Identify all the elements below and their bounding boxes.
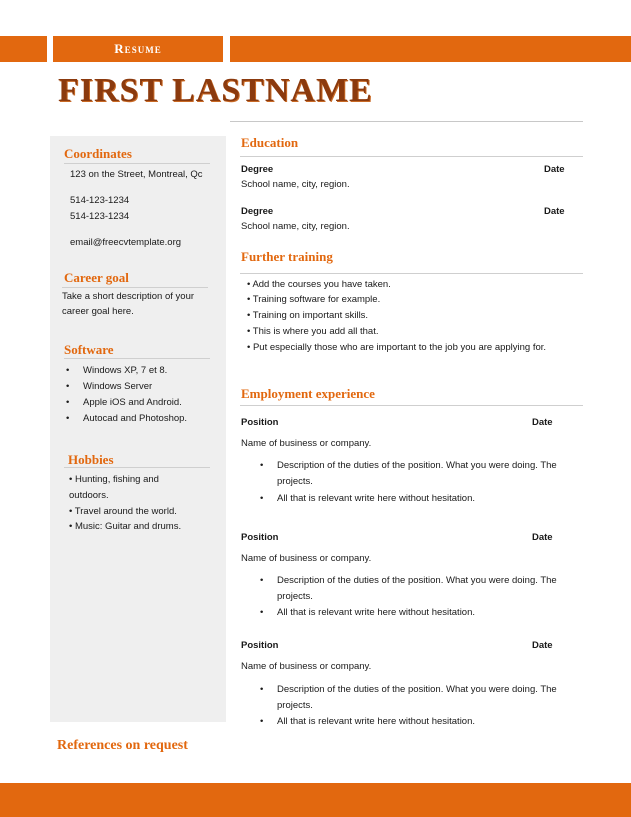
- footer-bar: [0, 783, 631, 817]
- software-item: • Apple iOS and Android.: [66, 397, 182, 408]
- coordinates-divider: [64, 163, 210, 164]
- bullet-icon: •: [260, 460, 264, 471]
- training-item: • Training on important skills.: [247, 310, 369, 321]
- hobbies-divider: [64, 467, 210, 468]
- duty-text-continued: projects.: [277, 476, 313, 487]
- resume-tag: Resume: [114, 41, 162, 56]
- hobby-item: • Music: Guitar and drums.: [69, 521, 182, 532]
- business-text: Name of business or company.: [241, 661, 372, 672]
- duty-text: Description of the duties of the position. What you were doing. The: [277, 460, 557, 471]
- candidate-name: FIRST LASTNAME: [58, 72, 373, 109]
- bullet-icon: •: [66, 413, 70, 424]
- hobby-item: • Hunting, fishing and: [69, 474, 159, 485]
- training-item: • This is where you add all that.: [247, 326, 379, 337]
- training-item: • Training software for example.: [247, 294, 381, 305]
- bullet-icon: •: [260, 575, 264, 586]
- degree-label: Degree: [241, 206, 274, 217]
- training-item: • Put especially those who are important to the job you are applying for.: [247, 342, 547, 353]
- bullet-icon: •: [66, 365, 70, 376]
- phone-text: 514-123-1234: [70, 195, 130, 206]
- career-goal-line2: career goal here.: [62, 306, 134, 317]
- address-text: 123 on the Street, Montreal, Qc: [70, 169, 203, 180]
- email-text: email@freecvtemplate.org: [70, 237, 182, 248]
- training-divider: [240, 273, 583, 274]
- degree-date: Date: [544, 164, 565, 175]
- position-date: Date: [532, 417, 553, 428]
- software-item: • Autocad and Photoshop.: [66, 413, 188, 424]
- business-text: Name of business or company.: [241, 553, 372, 564]
- business-text: Name of business or company.: [241, 438, 372, 449]
- school-text: School name, city, region.: [241, 221, 350, 232]
- career-goal-line1: Take a short description of your: [62, 291, 195, 302]
- bullet-icon: •: [260, 684, 264, 695]
- software-item: • Windows XP, 7 et 8.: [66, 365, 168, 376]
- employment-title: Employment experience: [241, 386, 375, 401]
- duty-text-continued: projects.: [277, 700, 313, 711]
- position-date: Date: [532, 640, 553, 651]
- hobby-item: • Travel around the world.: [69, 506, 177, 517]
- position-label: Position: [241, 417, 279, 428]
- degree-label: Degree: [241, 164, 274, 175]
- career-goal-divider: [62, 287, 208, 288]
- software-divider: [64, 358, 210, 359]
- bullet-icon: •: [66, 381, 70, 392]
- position-date: Date: [532, 532, 553, 543]
- education-title: Education: [241, 135, 299, 150]
- education-divider: [240, 156, 583, 157]
- hobby-item-continued: outdoors.: [69, 490, 109, 501]
- duty-text-continued: projects.: [277, 591, 313, 602]
- career-goal-title: Career goal: [64, 270, 129, 285]
- school-text: School name, city, region.: [241, 179, 350, 190]
- duty-text: Description of the duties of the position. What you were doing. The: [277, 575, 557, 586]
- hobbies-title: Hobbies: [68, 452, 114, 467]
- bullet-icon: •: [260, 607, 264, 618]
- training-title: Further training: [241, 249, 333, 264]
- position-label: Position: [241, 640, 279, 651]
- position-label: Position: [241, 532, 279, 543]
- references-note: References on request: [57, 738, 188, 753]
- degree-date: Date: [544, 206, 565, 217]
- software-item: • Windows Server: [66, 381, 153, 392]
- bullet-icon: •: [66, 397, 70, 408]
- training-item: • Add the courses you have taken.: [247, 279, 391, 290]
- duty-text: Description of the duties of the position. What you were doing. The: [277, 684, 557, 695]
- header-bar-resume: [53, 36, 223, 62]
- duty-text: All that is relevant write here without hesitation.: [277, 716, 476, 727]
- duty-text: All that is relevant write here without hesitation.: [277, 607, 476, 618]
- name-divider: [230, 121, 583, 122]
- phone-text-2: 514-123-1234: [70, 211, 130, 222]
- header-bar-right: [230, 36, 631, 62]
- bullet-icon: •: [260, 716, 264, 727]
- duty-text: All that is relevant write here without hesitation.: [277, 493, 476, 504]
- header-bar-left: [0, 36, 47, 62]
- bullet-icon: •: [260, 493, 264, 504]
- software-title: Software: [64, 342, 114, 357]
- employment-divider: [240, 405, 583, 406]
- coordinates-title: Coordinates: [64, 146, 132, 161]
